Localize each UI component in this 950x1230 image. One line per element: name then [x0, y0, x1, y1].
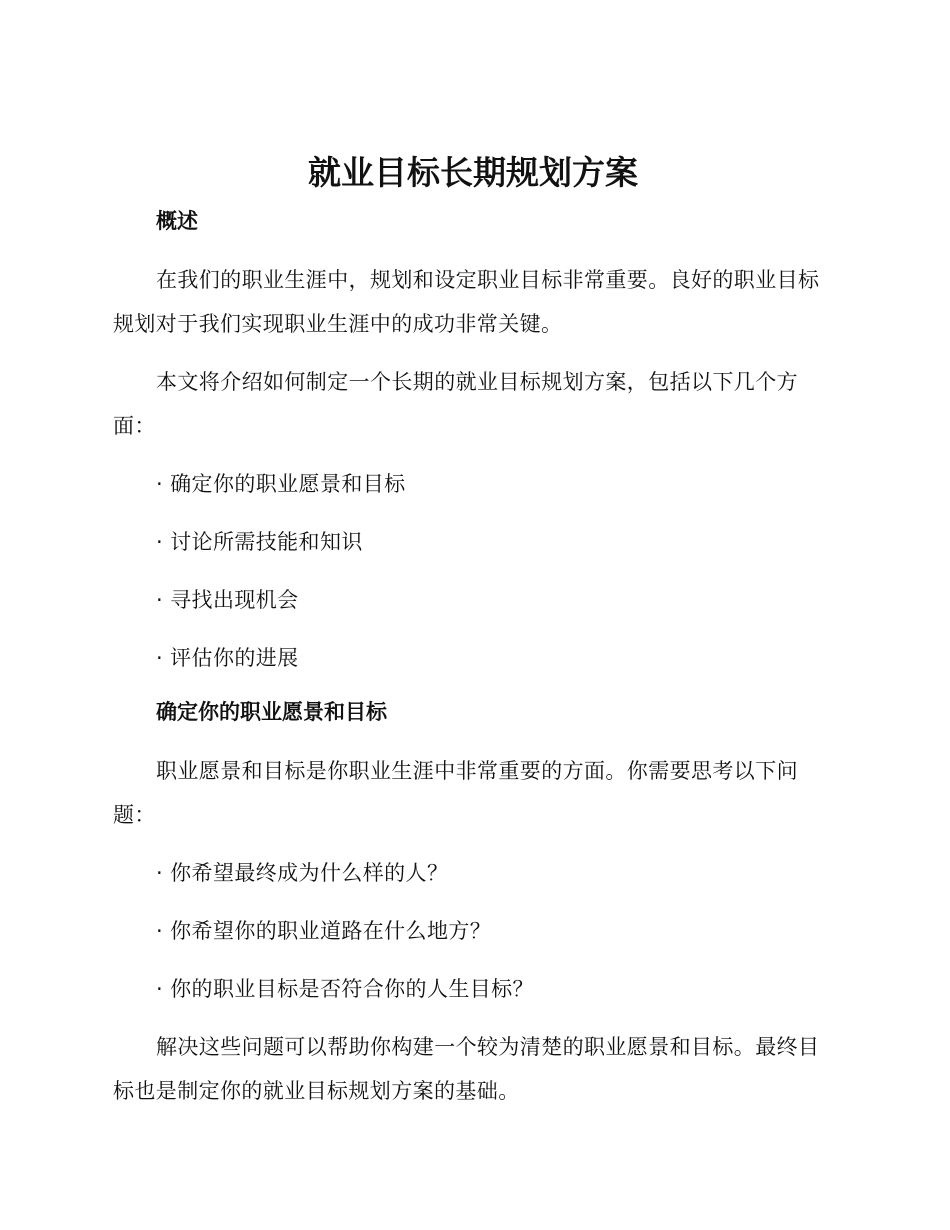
list-item: · 你的职业目标是否符合你的人生目标？ — [156, 977, 534, 1001]
document-title: 就业目标长期规划方案 — [308, 153, 638, 192]
document-page — [113, 148, 833, 1127]
list-item: · 你希望你的职业道路在什么地方？ — [156, 919, 492, 943]
list-item: · 你希望最终成为什么样的人？ — [156, 861, 449, 885]
paragraph-overview-1: 在我们的职业生涯中，规划和设定职业目标非常重要。良好的职业目标规划对于我们实现职业生涯中的成功非常关键。 — [113, 268, 820, 336]
paragraph-vision-1: 职业愿景和目标是你职业生涯中非常重要的方面。你需要思考以下问题： — [113, 759, 798, 827]
list-item: · 寻找出现机会 — [156, 588, 299, 612]
list-item: · 讨论所需技能和知识 — [156, 530, 363, 554]
section-heading-overview: 概述 — [156, 209, 198, 233]
list-item: · 确定你的职业愿景和目标 — [156, 472, 406, 496]
list-item: · 评估你的进展 — [156, 646, 299, 670]
paragraph-vision-2: 解决这些问题可以帮助你构建一个较为清楚的职业愿景和目标。最终目标也是制定你的就业目标规划方案的基础。 — [113, 1035, 820, 1103]
paragraph-overview-2: 本文将介绍如何制定一个长期的就业目标规划方案，包括以下几个方面： — [113, 370, 798, 438]
section-heading-vision: 确定你的职业愿景和目标 — [156, 700, 387, 724]
